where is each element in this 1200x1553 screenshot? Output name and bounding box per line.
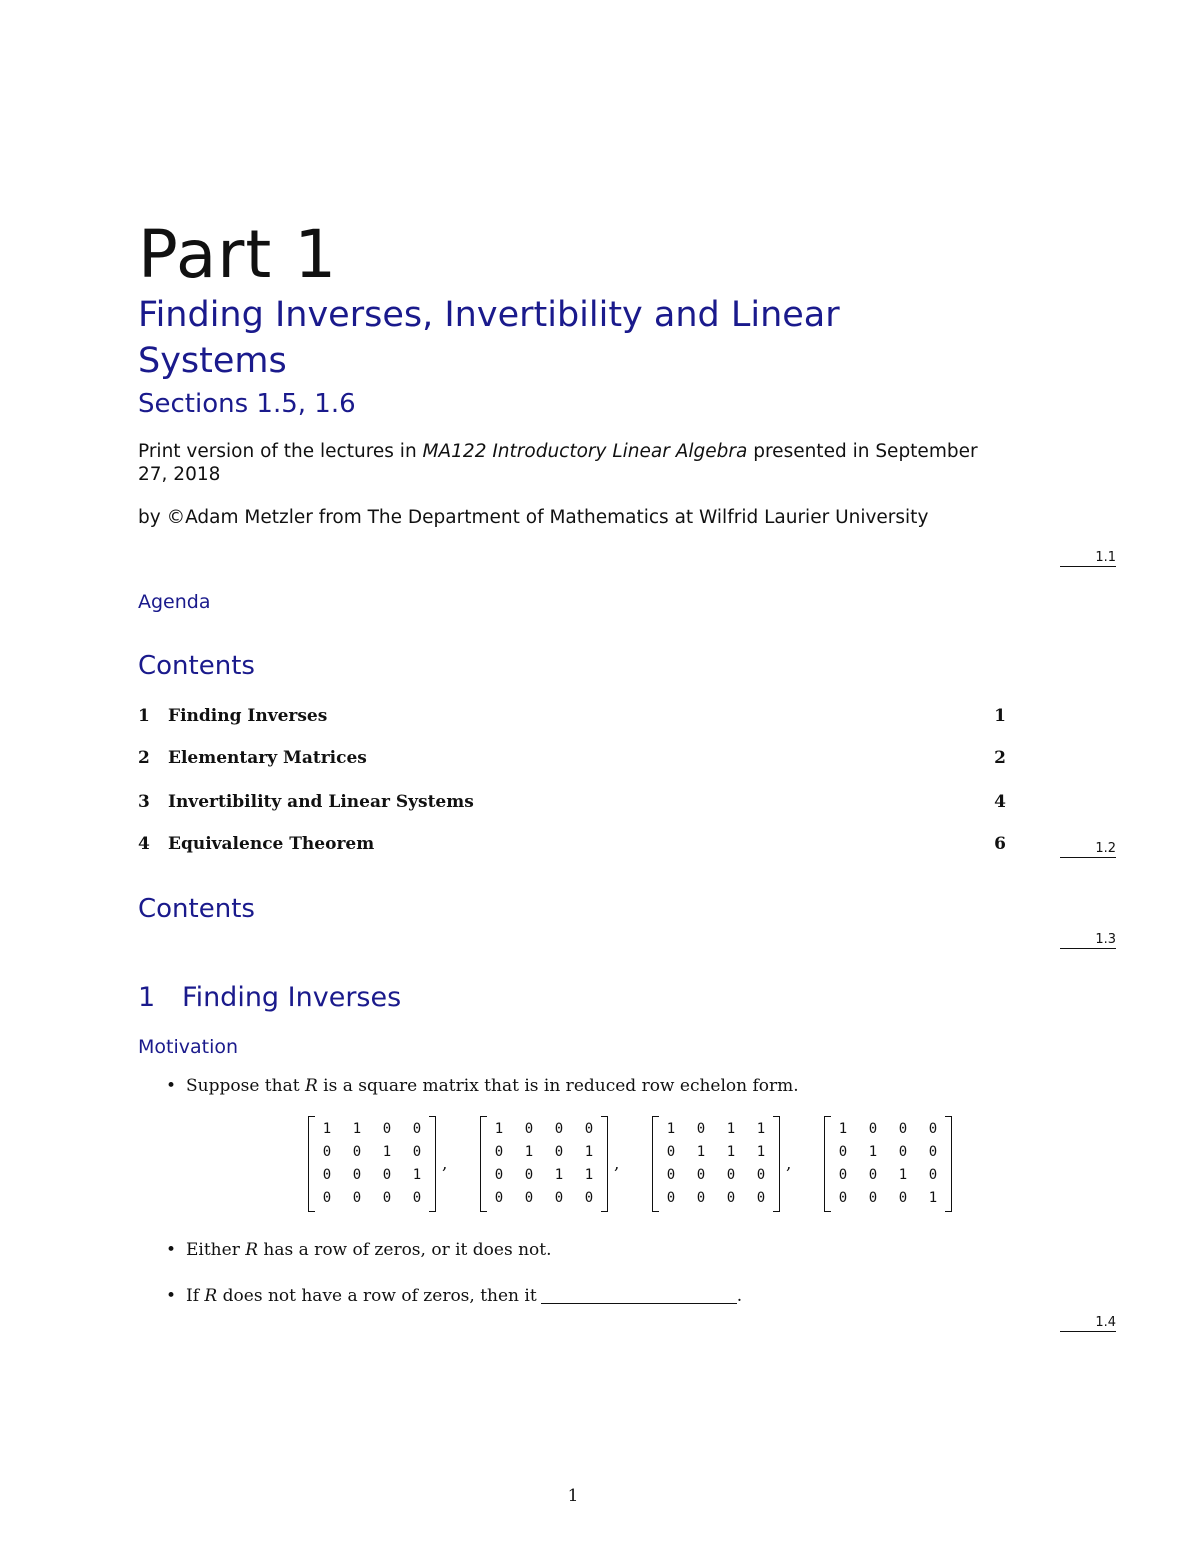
matrix-entry: 0 [352,1167,362,1183]
matrix-entry: 0 [756,1190,766,1206]
matrix-entry: 0 [382,1190,392,1206]
matrix-entry: 1 [726,1144,736,1160]
example-matrices [308,1116,952,1212]
matrix-entry: 1 [322,1121,332,1137]
matrix-entry: 1 [412,1167,422,1183]
matrix-entry: 0 [352,1144,362,1160]
toc-page: 2 [994,748,1006,768]
matrix-entry: 0 [584,1121,594,1137]
slide-number: 1.4 [1060,1331,1116,1348]
matrix-entry: 0 [554,1190,564,1206]
matrix-entry: 1 [868,1144,878,1160]
matrix-entry: 1 [584,1167,594,1183]
matrix-entry: 0 [412,1190,422,1206]
matrix-entry: 1 [494,1121,504,1137]
matrix-entry: 0 [584,1190,594,1206]
slide-number: 1.1 [1060,566,1116,583]
matrix-entry: 0 [868,1167,878,1183]
sections-subtitle: Sections 1.5, 1.6 [138,389,356,419]
matrix-entry: 0 [322,1144,332,1160]
fill-in-blank[interactable] [541,1287,737,1304]
toc-entry[interactable] [138,834,1006,858]
page-number: 1 [567,1486,579,1506]
bullet-dot: • [166,1240,177,1260]
toc-page: 1 [994,706,1006,726]
bullet-item: • Suppose that R is a square matrix that is in reduced row echelon form. [166,1076,799,1096]
slide-number: 1.3 [1060,948,1116,965]
matrix-entry: 1 [756,1121,766,1137]
print-suffix: presented in September 27, 2018 [138,441,978,485]
matrix-entry: 1 [584,1144,594,1160]
toc-page: 6 [994,834,1006,854]
matrix-entry: 1 [696,1144,706,1160]
matrix-entry: 0 [322,1190,332,1206]
toc-label: Elementary Matrices [168,748,367,768]
matrix [480,1116,608,1212]
toc-number: 1 [138,706,150,726]
section-number: 1 [138,982,156,1013]
matrix-entry: 0 [756,1167,766,1183]
matrix-entry: 0 [352,1190,362,1206]
matrix-separator: , [442,1154,448,1174]
course-name: MA122 Introductory Linear Algebra [422,441,748,462]
matrix-entry: 0 [838,1167,848,1183]
matrix-separator: , [786,1154,792,1174]
subsection-heading: Motivation [138,1036,239,1058]
section-heading [138,982,401,1013]
matrix-entry: 0 [868,1121,878,1137]
toc-label: Invertibility and Linear Systems [168,792,474,812]
matrix-entry: 0 [696,1190,706,1206]
matrix-entry: 0 [524,1190,534,1206]
matrix-entry: 0 [928,1121,938,1137]
matrix-entry: 0 [412,1144,422,1160]
bullet-dot: • [166,1286,177,1306]
section-title: Finding Inverses [182,982,402,1013]
matrix-entry: 1 [928,1190,938,1206]
bullet-item: • Either R has a row of zeros, or it does not. [166,1240,552,1260]
print-prefix: Print version of the lectures in [138,441,423,462]
matrix-entry: 0 [666,1144,676,1160]
matrix-entry: 1 [382,1144,392,1160]
matrix-entry: 1 [524,1144,534,1160]
matrix-entry: 0 [726,1167,736,1183]
matrix-entry: 0 [494,1190,504,1206]
toc-label: Equivalence Theorem [168,834,375,854]
matrix-entry: 0 [898,1121,908,1137]
matrix-entry: 0 [868,1190,878,1206]
matrix-entry: 0 [524,1121,534,1137]
matrix [824,1116,952,1212]
matrix-entry: 0 [666,1190,676,1206]
matrix [652,1116,780,1212]
toc-number: 2 [138,748,150,768]
matrix-entry: 0 [838,1144,848,1160]
matrix-entry: 1 [838,1121,848,1137]
toc-entry[interactable] [138,706,1006,730]
toc-entry[interactable] [138,748,1006,772]
matrix-entry: 0 [524,1167,534,1183]
matrix-entry: 0 [412,1121,422,1137]
toc-number: 3 [138,792,150,812]
toc-number: 4 [138,834,150,854]
lecture-title: Finding Inverses, Invertibility and Linear Systems [138,295,840,381]
matrix-entry: 0 [726,1190,736,1206]
matrix-entry: 0 [494,1167,504,1183]
matrix-entry: 1 [554,1167,564,1183]
part-title: Part 1 [138,216,338,293]
matrix [308,1116,436,1212]
contents-heading: Contents [138,651,255,681]
matrix-entry: 0 [696,1167,706,1183]
author-byline: by ©Adam Metzler from The Department of Mathematics at Wilfrid Laurier University [138,507,929,528]
matrix-entry: 1 [898,1167,908,1183]
matrix-separator: , [614,1154,620,1174]
bullet-dot: • [166,1076,177,1096]
matrix-entry: 0 [554,1121,564,1137]
matrix-entry: 0 [554,1144,564,1160]
matrix-entry: 1 [352,1121,362,1137]
matrix-entry: 1 [666,1121,676,1137]
agenda-heading: Agenda [138,591,211,613]
matrix-entry: 1 [756,1144,766,1160]
matrix-entry: 0 [382,1121,392,1137]
matrix-entry: 0 [494,1144,504,1160]
matrix-entry: 0 [928,1144,938,1160]
toc-page: 4 [994,792,1006,812]
bullet-item: • If R does not have a row of zeros, then it . [166,1286,743,1306]
slide-number: 1.2 [1060,857,1116,874]
matrix-entry: 0 [666,1167,676,1183]
print-version-note [138,440,998,486]
toc-entry[interactable] [138,792,1006,816]
matrix-entry: 0 [696,1121,706,1137]
matrix-entry: 0 [898,1144,908,1160]
contents-heading: Contents [138,894,255,924]
matrix-entry: 0 [928,1167,938,1183]
matrix-entry: 0 [838,1190,848,1206]
matrix-entry: 0 [898,1190,908,1206]
matrix-entry: 0 [322,1167,332,1183]
matrix-entry: 0 [382,1167,392,1183]
toc-label: Finding Inverses [168,706,328,726]
matrix-entry: 1 [726,1121,736,1137]
